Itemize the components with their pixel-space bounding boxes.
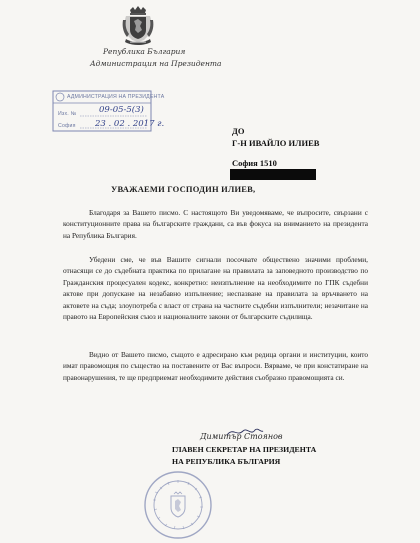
stamp-org-line: АДМИНИСТРАЦИЯ НА ПРЕЗИДЕНТА — [67, 94, 165, 100]
addressee-name: Г-Н ИВАЙЛО ИЛИЕВ — [232, 138, 320, 148]
body-paragraph-1: Благодаря за Вашето писмо. С настоящото Ви уведомяваме, че въпросите, свързани с конституционните права на българските граждани, са във фокуса на вниманието на президента на Република България. — [63, 208, 368, 240]
addressee-to: ДО — [232, 126, 245, 136]
salutation: УВАЖАЕМИ ГОСПОДИН ИЛИЕВ, — [111, 184, 256, 194]
stamp-reg-number: 09-05-5(3) — [99, 105, 144, 115]
body-paragraph-3: Видно от Вашето писмо, същото е адресирано към редица органи и институции, които имат правомощия по същество на поставените от Вас въпроси. Вярваме, че при констатиране на правонарушения, те ще предприемат необходимите действия съобразно правомощията си. — [63, 350, 368, 382]
redacted-address-bar — [230, 169, 316, 180]
signatory-title-line-2: НА РЕПУБЛИКА БЪЛГАРИЯ — [172, 457, 281, 466]
signatory-name: Димитър Стоянов — [200, 432, 283, 441]
stamp-city-label: София — [58, 123, 76, 129]
round-seal — [143, 470, 213, 540]
stamp-reg-label: Изх. № — [58, 111, 77, 117]
institution-line-1: Република България — [103, 47, 186, 56]
stamp-reg-date: 23 . 02 . 2017 г. — [95, 119, 165, 129]
registration-stamp — [52, 90, 165, 132]
body-paragraph-2: Убедени сме, че във Вашите сигнали посочвате обществено значими проблеми, отнасящи се до съдебната практика по прилагане на правилата за заповедното производство по Гражданския процесуален кодекс, конкретно: неизпълнение на необходимите по ГПК съдебни актове при допускане на незабавно изпълнение; неспазване на правилата за връчването на актовете на съда; злоупотреба с власт от страна на частните съдебни изпълнители; незачитане на правото на Европейския съюз и националните закони от българските съдилища. — [63, 255, 368, 322]
signatory-title-line-1: ГЛАВЕН СЕКРЕТАР НА ПРЕЗИДЕНТА — [172, 445, 317, 454]
institution-line-2: Администрация на Президента — [90, 59, 222, 68]
addressee-city: София 1510 — [232, 158, 277, 168]
coat-of-arms-icon — [120, 6, 156, 46]
